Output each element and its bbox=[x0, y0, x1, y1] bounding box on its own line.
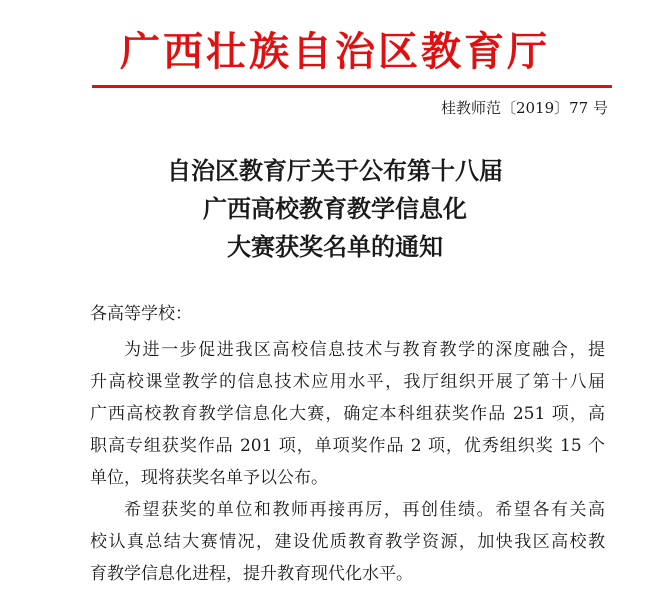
notice-title-line-2: 广西高校教育教学信息化 bbox=[203, 194, 467, 223]
paragraph-line: 升高校课堂教学的信息技术应用水平，我厅组织开展了第十八届 bbox=[90, 372, 605, 392]
paragraph-line: 育教学信息化进程，提升教育现代化水平。 bbox=[90, 564, 413, 584]
notice-title-line-1: 自治区教育厅关于公布第十八届 bbox=[167, 156, 503, 185]
document-number: 桂教师范〔2019〕77 号 bbox=[440, 99, 608, 117]
body-paragraph-2 bbox=[90, 494, 605, 590]
issuing-authority-title: 广西壮族自治区教育厅 bbox=[120, 28, 550, 75]
paragraph-line: 职高专组获奖作品 201 项，单项奖作品 2 项，优秀组织奖 15 个 bbox=[90, 436, 605, 456]
paragraph-line: 单位，现将获奖名单予以公布。 bbox=[90, 468, 328, 488]
paragraph-line: 为进一步促进我区高校信息技术与教育教学的深度融合，提 bbox=[124, 340, 605, 360]
body-paragraph-1 bbox=[90, 334, 605, 494]
notice-title-line-3: 大赛获奖名单的通知 bbox=[227, 232, 443, 261]
salutation: 各高等学校： bbox=[90, 304, 192, 324]
notice-title bbox=[0, 152, 670, 266]
paragraph-line: 校认真总结大赛情况，建设优质教育教学资源，加快我区高校教 bbox=[90, 532, 605, 552]
red-header-rule bbox=[92, 85, 612, 88]
paragraph-line: 希望获奖的单位和教师再接再厉，再创佳绩。希望各有关高 bbox=[124, 500, 605, 520]
paragraph-line: 广西高校教育教学信息化大赛，确定本科组获奖作品 251 项，高 bbox=[90, 404, 605, 424]
